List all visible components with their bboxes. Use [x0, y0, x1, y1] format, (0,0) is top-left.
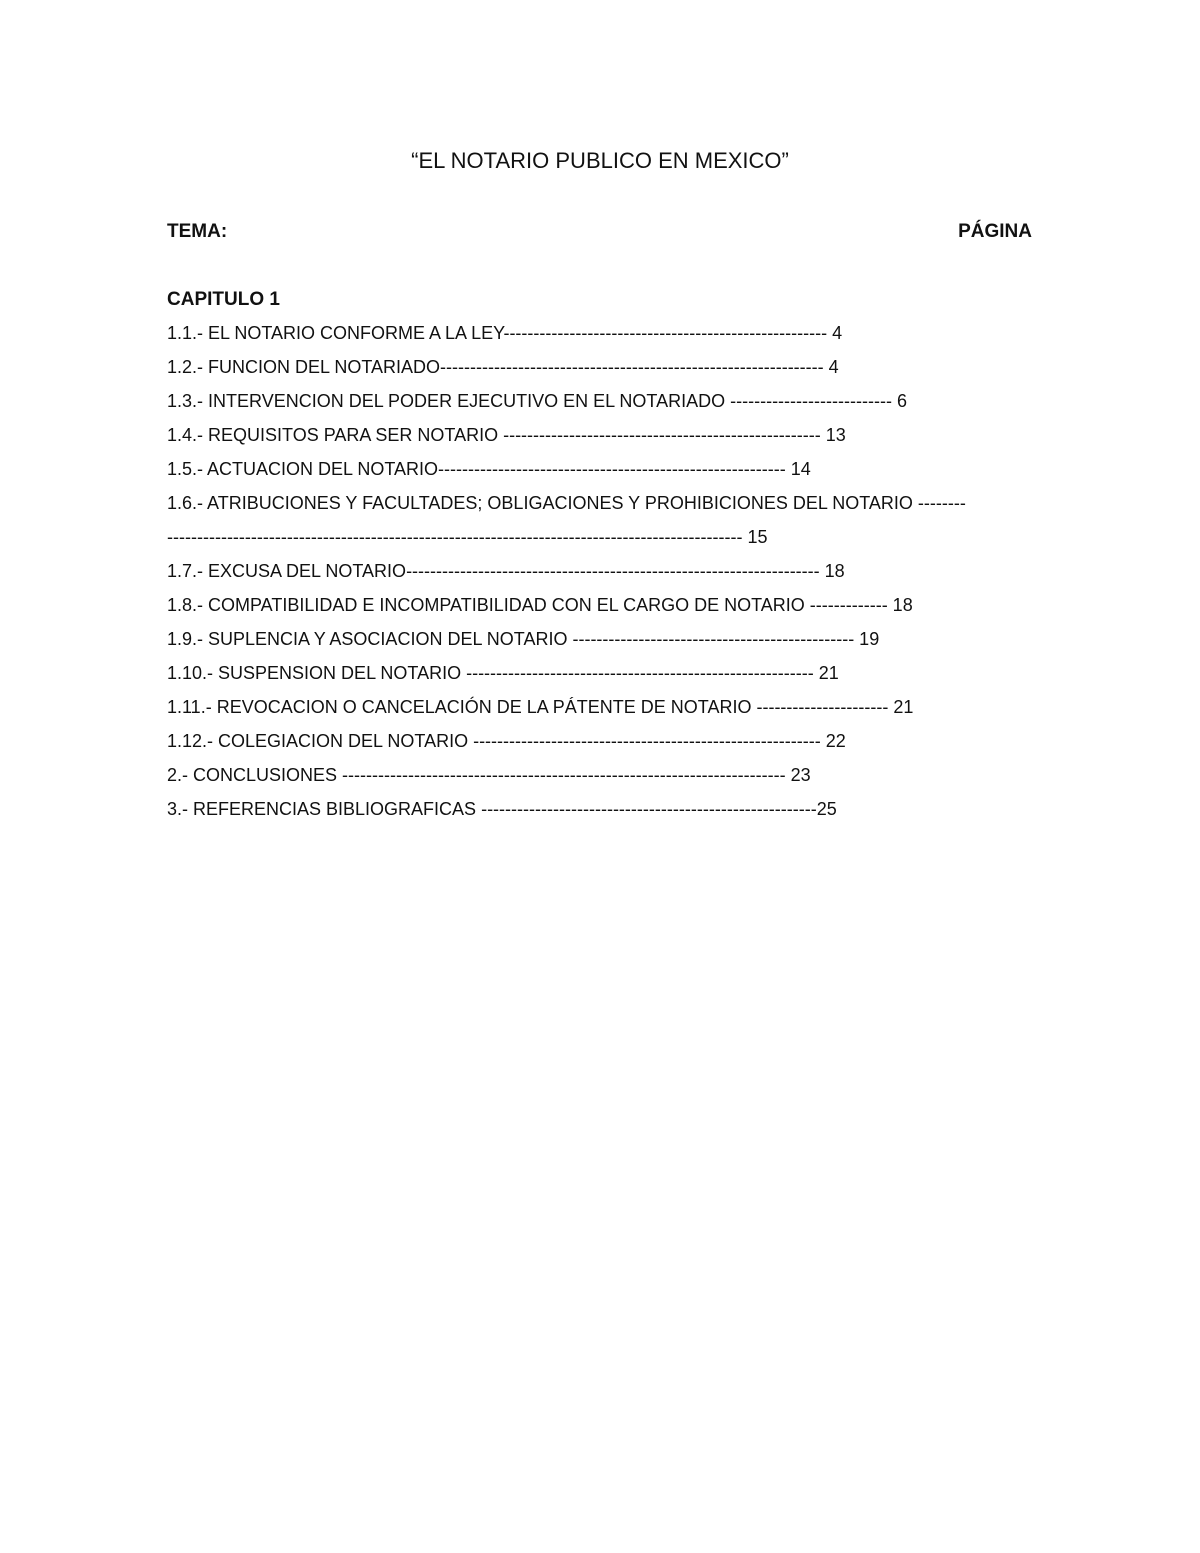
toc-entry-1-8: 1.8.- COMPATIBILIDAD E INCOMPATIBILIDAD CON EL CARGO DE NOTARIO ------------- 18	[167, 595, 913, 615]
toc-entry-2: 2.- CONCLUSIONES -------------------------------------------------------------------------- 23	[167, 765, 811, 785]
toc-entry-1-11: 1.11.- REVOCACION O CANCELACIÓN DE LA PÁTENTE DE NOTARIO ---------------------- 21	[167, 697, 914, 717]
table-of-contents	[167, 318, 1047, 828]
toc-entry-1-6-continued: ------------------------------------------------------------------------------------------------ 15	[167, 527, 768, 547]
toc-entry-1-12: 1.12.- COLEGIACION DEL NOTARIO ---------------------------------------------------------- 22	[167, 731, 846, 751]
toc-header	[167, 217, 1032, 247]
chapter-heading: CAPITULO 1	[167, 289, 280, 310]
toc-entry-1-5: 1.5.- ACTUACION DEL NOTARIO---------------------------------------------------------- 14	[167, 459, 811, 479]
toc-entry-1-1: 1.1.- EL NOTARIO CONFORME A LA LEY------------------------------------------------------ 4	[167, 323, 843, 343]
toc-entry-1-4: 1.4.- REQUISITOS PARA SER NOTARIO ----------------------------------------------------- 13	[167, 425, 846, 445]
toc-entry-1-7: 1.7.- EXCUSA DEL NOTARIO--------------------------------------------------------------------- 18	[167, 561, 845, 581]
toc-entry-1-6: 1.6.- ATRIBUCIONES Y FACULTADES; OBLIGACIONES Y PROHIBICIONES DEL NOTARIO --------	[167, 493, 966, 513]
topic-column-heading: TEMA:	[167, 221, 228, 242]
toc-entry-1-2: 1.2.- FUNCION DEL NOTARIADO---------------------------------------------------------------- 4	[167, 357, 839, 377]
page-column-heading: PÁGINA	[958, 221, 1032, 242]
document-title: “EL NOTARIO PUBLICO EN MEXICO”	[411, 148, 789, 173]
toc-entry-3: 3.- REFERENCIAS BIBLIOGRAFICAS --------------------------------------------------------25	[167, 799, 837, 819]
toc-entry-1-10: 1.10.- SUSPENSION DEL NOTARIO ---------------------------------------------------------- 21	[167, 663, 839, 683]
toc-entry-1-3: 1.3.- INTERVENCION DEL PODER EJECUTIVO EN EL NOTARIADO --------------------------- 6	[167, 391, 907, 411]
toc-entry-1-9: 1.9.- SUPLENCIA Y ASOCIACION DEL NOTARIO ----------------------------------------------- 19	[167, 629, 880, 649]
